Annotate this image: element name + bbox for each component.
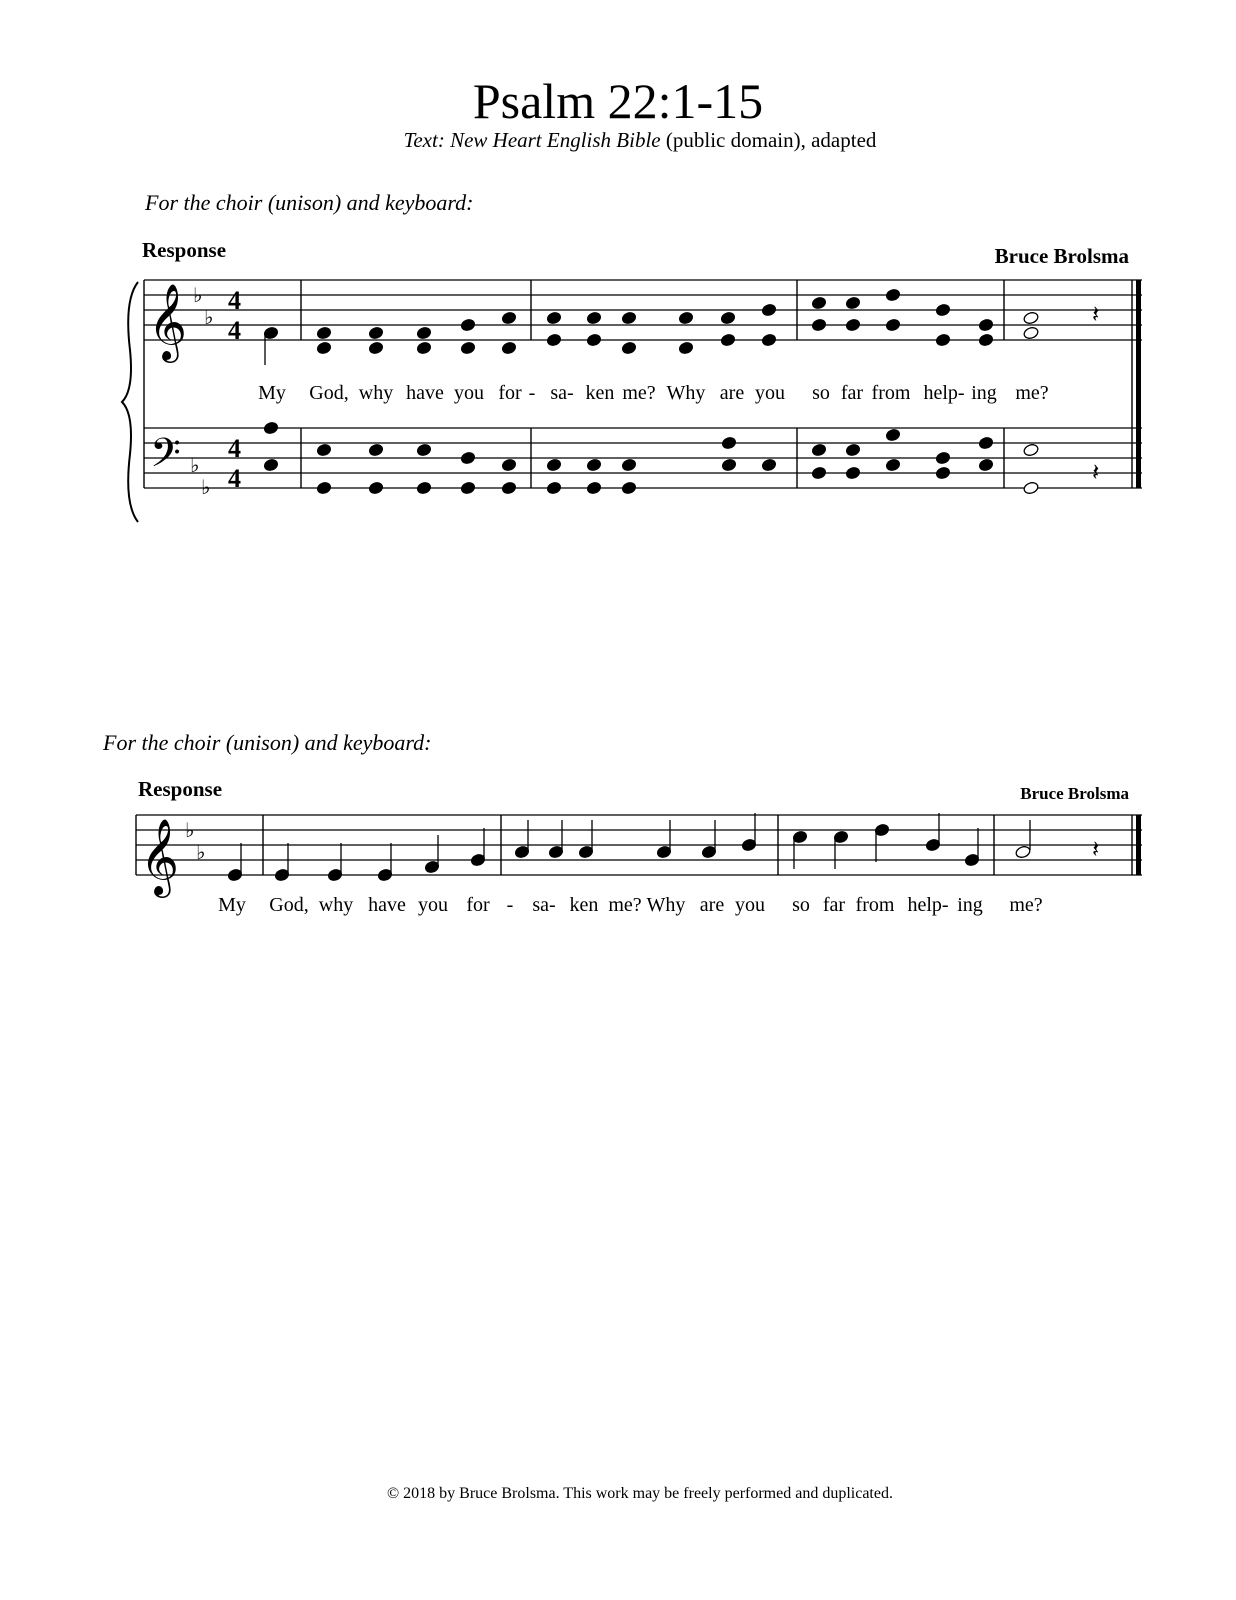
time-sig-top-1b: 4 xyxy=(228,434,241,463)
lyric-2-me: me? xyxy=(608,894,642,916)
quarter-rest-2: 𝄽 xyxy=(1092,835,1100,863)
lyric-1-from: from xyxy=(871,382,911,404)
lyric-2-my: My xyxy=(218,894,246,916)
text-source-note: (public domain), adapted xyxy=(660,128,877,152)
copyright-notice: © 2018 by Bruce Brolsma. This work may be freely performed and duplicated. xyxy=(387,1485,893,1502)
lyric-2-for: for xyxy=(466,894,490,916)
lyric-1-my: My xyxy=(258,382,286,404)
time-sig-top-1: 4 xyxy=(228,286,241,315)
lyric-1-you: you xyxy=(454,382,484,404)
quarter-rest-1: 𝄽 xyxy=(1092,300,1100,328)
lyric-1-so: so xyxy=(812,382,830,404)
system-brace xyxy=(122,282,138,522)
treble-clef-2: 𝄞 xyxy=(140,818,180,895)
lyric-1-you2: you xyxy=(755,382,785,404)
section-1-composer: Bruce Brolsma xyxy=(994,244,1129,268)
staff-1-treble xyxy=(144,280,1142,340)
lyric-1-ken: ken xyxy=(585,382,615,404)
melody-notes-2 xyxy=(227,813,1031,882)
page-title: Psalm 22:1-15 xyxy=(472,73,764,129)
lyric-1-ing: ing xyxy=(971,382,997,404)
key-flat-2b: ♭ xyxy=(196,840,206,864)
melody-notes-1 xyxy=(263,288,1039,365)
lyric-1-god: God, xyxy=(309,382,349,404)
staff-1-bass xyxy=(144,428,1142,488)
lyric-2-hyphen: - xyxy=(506,894,514,916)
section-1-response-label: Response xyxy=(142,238,227,262)
section-1-label: For the choir (unison) and keyboard: xyxy=(145,190,474,215)
lyric-2-sa: sa- xyxy=(532,894,556,916)
key-flat-1c: ♭ xyxy=(190,453,200,477)
section-2-composer: Bruce Brolsma xyxy=(1020,784,1129,803)
lyric-1-for: for xyxy=(498,382,522,404)
lyric-1-me: me? xyxy=(622,382,656,404)
time-sig-bottom-1b: 4 xyxy=(228,464,241,493)
lyric-1-have: have xyxy=(406,382,444,404)
lyric-1-why: why xyxy=(358,382,394,404)
lyric-2-you: you xyxy=(418,894,448,916)
lyric-2-why2: Why xyxy=(646,894,686,916)
lyric-1-hyphen: - xyxy=(528,382,536,404)
lyric-2-why: why xyxy=(318,894,354,916)
section-2-label: For the choir (unison) and keyboard: xyxy=(103,730,432,755)
key-flat-2a: ♭ xyxy=(185,818,195,842)
lyric-1-why2: Why xyxy=(666,382,706,404)
lyric-2-so: so xyxy=(792,894,810,916)
lyric-1-are: are xyxy=(719,382,745,404)
final-barline-2 xyxy=(1136,815,1141,875)
treble-clef-1: 𝄞 xyxy=(148,283,188,360)
lyric-2-from: from xyxy=(855,894,895,916)
lyric-2-far: far xyxy=(822,894,846,916)
key-flat-1b: ♭ xyxy=(204,305,214,329)
lyric-2-are: are xyxy=(699,894,725,916)
key-flat-1a: ♭ xyxy=(193,283,203,307)
text-source-label: Text: New Heart English Bible xyxy=(403,128,661,152)
lyric-2-help: help- xyxy=(907,894,949,916)
lyric-1-far: far xyxy=(840,382,864,404)
section-2-response-label: Response xyxy=(138,777,223,801)
barlines-1 xyxy=(144,280,1132,488)
time-sig-bottom-1: 4 xyxy=(228,316,241,345)
final-barline-1 xyxy=(1136,280,1141,488)
lyric-1-help: help- xyxy=(923,382,965,404)
lyric-1-sa: sa- xyxy=(550,382,574,404)
lyric-1-me2: me? xyxy=(1015,382,1049,404)
lyric-2-have: have xyxy=(368,894,406,916)
quarter-rest-1b: 𝄽 xyxy=(1092,458,1100,486)
key-flat-1d: ♭ xyxy=(201,475,211,499)
lyric-2-you2: you xyxy=(735,894,765,916)
bass-clef-1: 𝄢 xyxy=(150,430,181,486)
lyric-2-ing: ing xyxy=(957,894,983,916)
lyric-2-me2: me? xyxy=(1009,894,1043,916)
lyric-2-god: God, xyxy=(269,894,309,916)
staff-2-treble xyxy=(136,815,1142,875)
lyric-2-ken: ken xyxy=(569,894,599,916)
